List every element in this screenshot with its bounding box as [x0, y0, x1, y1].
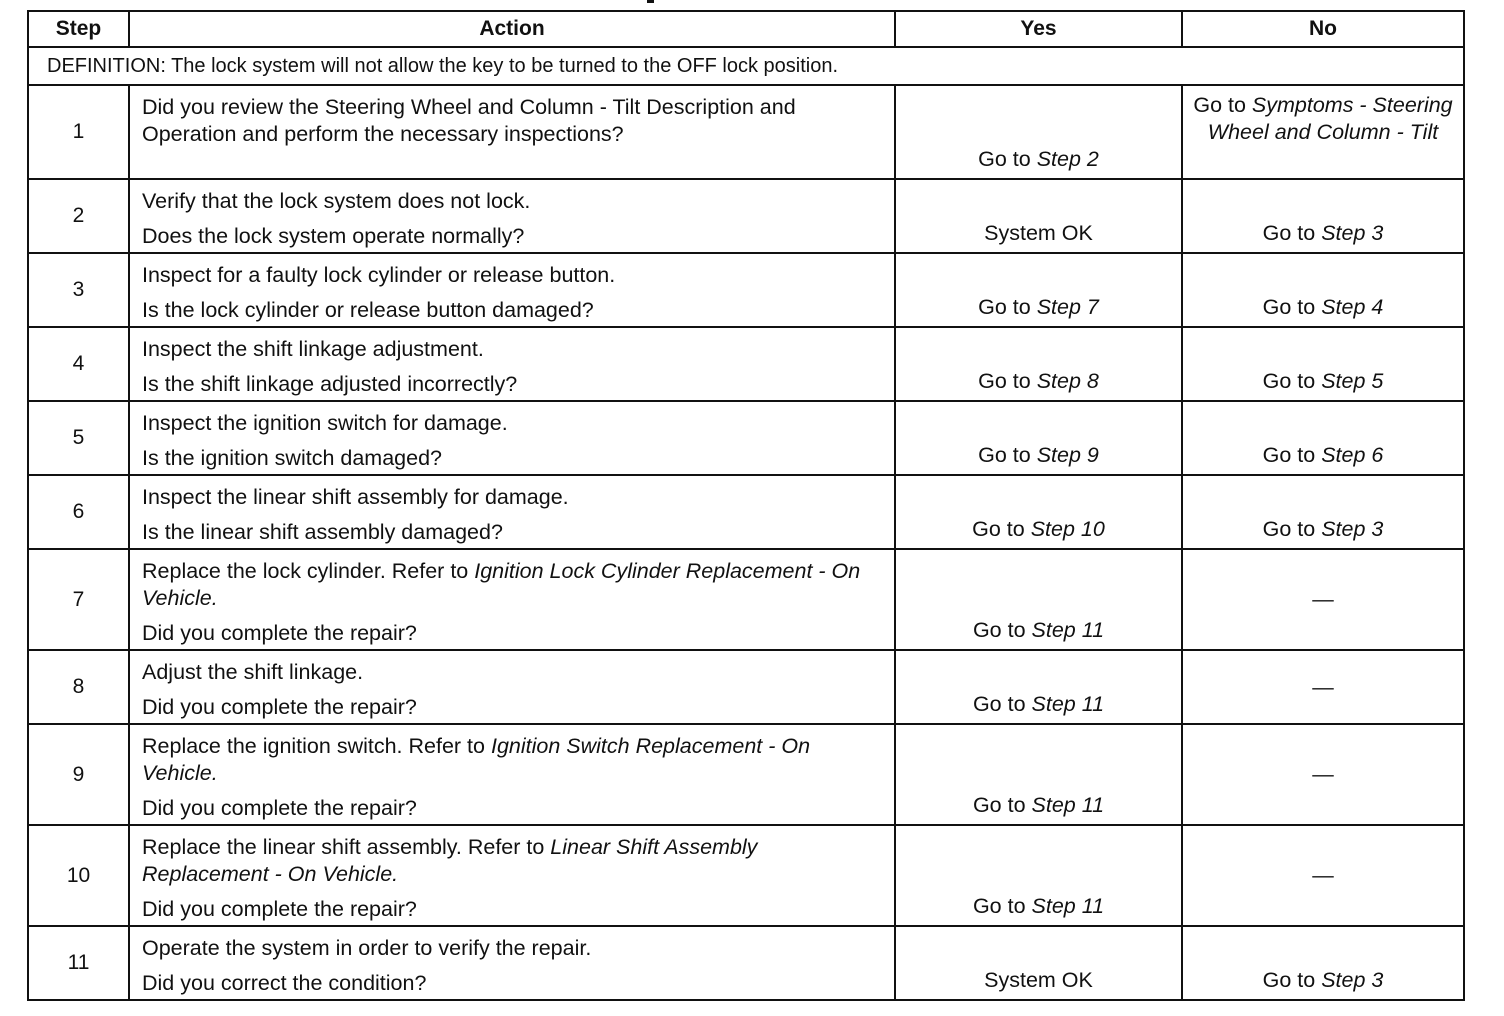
no-result: [1182, 650, 1464, 724]
yes-goto-label: Go to: [972, 692, 1032, 716]
header-action: Action: [129, 11, 895, 47]
yes-result: [895, 475, 1182, 549]
no-result-text: —: [1312, 863, 1334, 887]
header-step: Step: [28, 11, 129, 47]
step-action: [129, 825, 895, 926]
action-line: [142, 935, 882, 962]
no-result-text: —: [1312, 587, 1334, 611]
step-action: [129, 327, 895, 401]
yes-result: [895, 724, 1182, 825]
action-line: [142, 694, 882, 721]
action-text: Adjust the shift linkage.: [142, 660, 364, 684]
header-no: No: [1182, 11, 1464, 47]
action-text: Does the lock system operate normally?: [142, 224, 525, 248]
step-number: 5: [28, 401, 129, 475]
step-row: [28, 825, 1464, 926]
step-action: [129, 926, 895, 1000]
action-line: [142, 410, 882, 437]
action-line: [142, 834, 882, 888]
step-action: [129, 549, 895, 650]
step-number: 2: [28, 179, 129, 253]
action-text: Operate the system in order to verify the repair.: [142, 936, 592, 960]
yes-result: [895, 179, 1182, 253]
action-line: [142, 262, 882, 289]
no-result-text: —: [1312, 674, 1334, 699]
step-row: [28, 650, 1464, 724]
step-number: 10: [28, 825, 129, 926]
step-row: [28, 401, 1464, 475]
step-number: 9: [28, 724, 129, 825]
step-action: [129, 475, 895, 549]
action-text: Did you review the Steering Wheel and Column - Tilt Description and Operation and perform the necessary inspections?: [142, 95, 802, 146]
step-action: [129, 650, 895, 724]
action-line: [142, 223, 882, 250]
yes-goto-label: Go to: [978, 369, 1037, 393]
no-result: [1182, 825, 1464, 926]
action-text: Replace the linear shift assembly. Refer to: [142, 835, 551, 859]
yes-goto-label: Go to: [978, 443, 1037, 467]
yes-goto-link[interactable]: Step 11: [1031, 793, 1105, 817]
action-text: Did you complete the repair?: [142, 796, 417, 820]
definition-text: DEFINITION: The lock system will not allow the key to be turned to the OFF lock position.: [28, 47, 1464, 85]
action-line: [142, 297, 882, 324]
action-line: [142, 188, 882, 215]
yes-goto-link[interactable]: Step 2: [1036, 147, 1099, 171]
action-text: Replace the lock cylinder. Refer to: [142, 559, 475, 583]
yes-result: [895, 549, 1182, 650]
action-text: Did you complete the repair?: [142, 695, 417, 719]
action-text: Inspect the shift linkage adjustment.: [142, 337, 484, 361]
no-result: [1182, 85, 1464, 179]
action-line: [142, 620, 882, 647]
step-number: 3: [28, 253, 129, 327]
no-goto-label: Go to: [1193, 93, 1252, 117]
action-text: Is the linear shift assembly damaged?: [142, 520, 503, 544]
yes-goto-label: Go to: [978, 295, 1037, 319]
action-text: Did you complete the repair?: [142, 621, 417, 645]
step-row: [28, 475, 1464, 549]
action-line: [142, 970, 882, 997]
step-action: [129, 85, 895, 179]
scan-tick-mark: [647, 0, 654, 3]
yes-goto-link[interactable]: Step 11: [1031, 618, 1105, 642]
yes-goto-link[interactable]: Step 11: [1031, 894, 1105, 918]
yes-result-text: System OK: [984, 221, 1093, 245]
action-line: [142, 336, 882, 363]
step-row: [28, 549, 1464, 650]
step-number: 11: [28, 926, 129, 1000]
no-result: [1182, 926, 1464, 1000]
no-goto-label: Go to: [1262, 517, 1322, 541]
step-row: [28, 253, 1464, 327]
yes-result: [895, 85, 1182, 179]
yes-goto-label: Go to: [972, 618, 1032, 642]
yes-result: [895, 401, 1182, 475]
no-result: [1182, 724, 1464, 825]
no-goto-link[interactable]: Step 5: [1321, 369, 1384, 393]
action-text: Did you complete the repair?: [142, 897, 417, 921]
yes-goto-label: Go to: [978, 147, 1037, 171]
action-line: [142, 484, 882, 511]
no-result: [1182, 253, 1464, 327]
step-number: 4: [28, 327, 129, 401]
step-row: [28, 724, 1464, 825]
action-text: Inspect for a faulty lock cylinder or release button.: [142, 263, 616, 287]
action-line: [142, 445, 882, 472]
no-result-text: —: [1312, 762, 1334, 786]
yes-result-text: System OK: [984, 968, 1093, 992]
no-goto-link[interactable]: Step 3: [1321, 517, 1384, 541]
step-action: [129, 724, 895, 825]
header-yes: Yes: [895, 11, 1182, 47]
no-goto-label: Go to: [1262, 369, 1322, 393]
yes-goto-label: Go to: [972, 517, 1031, 541]
action-text: Inspect the linear shift assembly for damage.: [142, 485, 569, 509]
yes-goto-label: Go to: [972, 793, 1032, 817]
action-text: Is the lock cylinder or release button damaged?: [142, 298, 594, 322]
yes-result: [895, 253, 1182, 327]
no-goto-link[interactable]: Step 3: [1321, 221, 1384, 245]
action-text: Verify that the lock system does not lock.: [142, 189, 531, 213]
yes-result: [895, 650, 1182, 724]
action-line: [142, 795, 882, 822]
action-line: [142, 733, 882, 787]
no-goto-label: Go to: [1262, 221, 1322, 245]
no-goto-link[interactable]: Step 6: [1321, 443, 1384, 467]
step-row: [28, 327, 1464, 401]
yes-result: [895, 825, 1182, 926]
step-action: [129, 401, 895, 475]
action-text: Replace the ignition switch. Refer to: [142, 734, 491, 758]
no-goto-link[interactable]: Symptoms - Steering Wheel and Column - Tilt: [1207, 93, 1453, 144]
action-text: Inspect the ignition switch for damage.: [142, 411, 508, 435]
step-number: 7: [28, 549, 129, 650]
no-goto-label: Go to: [1262, 968, 1322, 992]
yes-goto-link[interactable]: Step 9: [1036, 443, 1099, 467]
definition-row: [28, 47, 1464, 85]
no-result: [1182, 327, 1464, 401]
action-text: Did you correct the condition?: [142, 971, 427, 995]
header-row: [28, 11, 1464, 47]
no-goto-link[interactable]: Step 4: [1321, 295, 1384, 319]
no-result: [1182, 401, 1464, 475]
step-number: 1: [28, 85, 129, 179]
action-line: [142, 558, 882, 612]
yes-goto-link[interactable]: Step 8: [1036, 369, 1099, 393]
no-result: [1182, 475, 1464, 549]
no-goto-link[interactable]: Step 3: [1321, 968, 1384, 992]
yes-goto-link[interactable]: Step 11: [1031, 692, 1105, 716]
step-row: [28, 926, 1464, 1000]
no-result: [1182, 549, 1464, 650]
action-reference-link[interactable]: Ignition Lock Cylinder Replacement - On Vehicle.: [142, 559, 861, 610]
yes-result: [895, 327, 1182, 401]
action-line: [142, 94, 882, 148]
yes-result: [895, 926, 1182, 1000]
step-row: [28, 85, 1464, 179]
step-row: [28, 179, 1464, 253]
action-line: [142, 371, 882, 398]
action-reference-link[interactable]: Linear Shift Assembly Replacement - On Vehicle.: [142, 835, 758, 886]
yes-goto-link[interactable]: Step 7: [1036, 295, 1099, 319]
action-reference-link[interactable]: Ignition Switch Replacement - On Vehicle.: [142, 734, 811, 785]
step-action: [129, 253, 895, 327]
no-result: [1182, 179, 1464, 253]
step-number: 8: [28, 650, 129, 724]
yes-goto-link[interactable]: Step 10: [1030, 517, 1105, 541]
step-number: 6: [28, 475, 129, 549]
no-goto-label: Go to: [1262, 443, 1322, 467]
yes-goto-label: Go to: [972, 894, 1032, 918]
step-action: [129, 179, 895, 253]
action-text: Is the shift linkage adjusted incorrectly?: [142, 372, 518, 396]
action-line: [142, 519, 882, 546]
no-goto-label: Go to: [1262, 295, 1322, 319]
diagnostic-table: [27, 10, 1465, 1001]
action-text: Is the ignition switch damaged?: [142, 446, 442, 470]
action-line: [142, 659, 882, 686]
action-line: [142, 896, 882, 923]
